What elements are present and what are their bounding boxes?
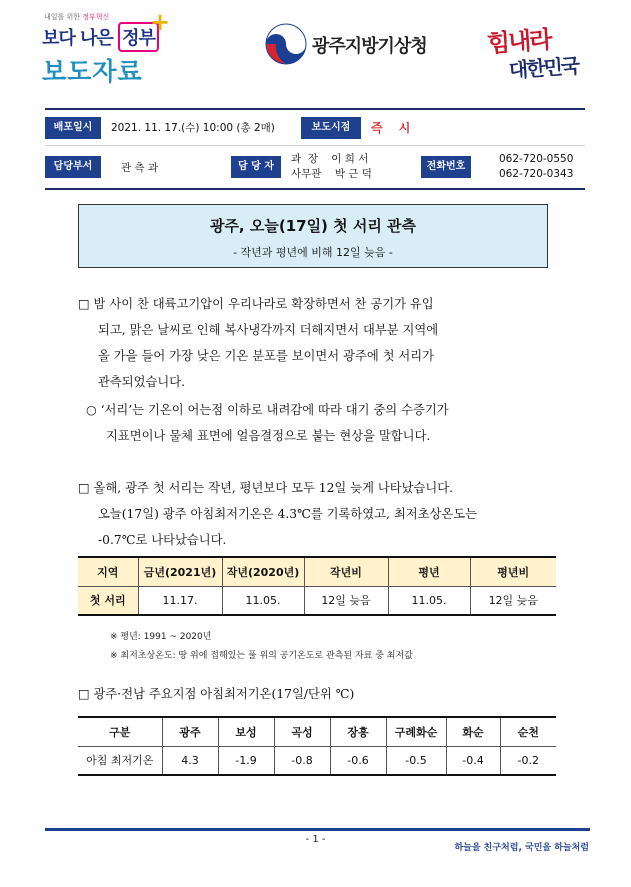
contact-person-1: 과 장 이 희 서 [291,153,369,165]
department-value: 관 측 과 [121,161,159,174]
section-heading: □ 광주·전남 주요지점 아침최저기온(17일/단위 ℃) [78,687,355,701]
table-cell: -1.9 [218,746,274,775]
table-cell: -0.4 [446,746,500,775]
info-row-contact [45,146,585,188]
contact-label: 담 당 자 [231,156,281,178]
table-cell: 12일 늦음 [304,586,388,615]
logo-plus-icon: + [150,8,171,36]
table-cell: -0.8 [274,746,330,775]
table-cell: 아침 최저기온 [78,746,162,775]
table-header-cell: 금년(2021년) [138,557,222,586]
table-header-cell: 작년(2020년) [222,557,304,586]
table-header-row [78,557,556,586]
headline-title: 광주, 오늘(17일) 첫 서리 관측 [209,217,417,235]
paragraph-line: 관측되었습니다. [98,375,186,389]
first-frost-table [78,556,556,616]
contact-persons [281,152,421,182]
release-info-table [45,108,585,190]
min-temperature-table [78,716,556,776]
table-header-cell: 화순 [446,717,500,746]
table-header-cell: 작년비 [304,557,388,586]
table-cell: 11.17. [138,586,222,615]
paragraph-frost-cause [78,291,568,395]
table-header-cell: 장흥 [330,717,386,746]
table-cell: -0.2 [500,746,556,775]
phone-number-2: 062-720-0343 [499,168,574,180]
paragraph-line: □ 밤 사이 찬 대륙고기압이 우리나라로 확장하면서 찬 공기가 유입 [78,297,434,311]
cheer-up-text: 힘내라 [485,24,552,58]
table-footnotes [110,628,413,666]
info-row-distribution [45,110,585,146]
paragraph-line: -0.7℃로 나타났습니다. [98,533,227,547]
headline-subtitle: - 작년과 평년에 비해 12일 늦음 - [233,246,393,259]
korea-text: 대한민국 [508,53,579,83]
table-header-row [78,717,556,746]
paragraph-frost-definition [86,397,568,449]
footer-slogan: 하늘을 친구처럼, 국민을 하늘처럼 [454,843,589,853]
contact-person-2: 사무관 박 근 덕 [291,168,372,180]
footer-divider [45,828,590,831]
taegeuk-emblem-icon [264,22,308,66]
phone-number-1: 062-720-0550 [499,153,574,165]
table-header-cell: 광주 [162,717,218,746]
table-cell: -0.6 [330,746,386,775]
logo-slogan: 보다 나은 정부 [42,22,159,52]
paragraph-min-temp-heading [78,681,568,707]
department-label: 담당부서 [45,156,101,178]
embargo-value: 즉 시 [371,121,417,135]
table-header-cell: 곡성 [274,717,330,746]
table-header-cell: 순천 [500,717,556,746]
agency-logo [264,22,454,70]
footnote: ※ 평년: 1991 ~ 2020년 [110,632,212,642]
government-innovation-logo [38,8,178,92]
logo-tagline: 내일을 위한 정부혁신 [44,13,110,21]
paragraph-line: 오늘(17일) 광주 아침최저기온은 4.3℃를 기록하였고, 최저초상온도는 [98,507,477,521]
cheer-up-korea-logo [486,16,601,95]
footnote: ※ 최저초상온도: 땅 위에 접해있는 풀 위의 공기온도로 관측된 자료 중 최저값 [110,651,413,661]
table-header-cell: 보성 [218,717,274,746]
table-row [78,746,556,775]
table-cell: 11.05. [388,586,470,615]
distribution-label: 배포일시 [45,117,101,139]
paragraph-line: 지표면이나 물체 표면에 얼음결정으로 붙는 현상을 말합니다. [106,429,431,443]
paragraph-line: 되고, 맑은 날씨로 인해 복사냉각까지 더해지면서 대부분 지역에 [98,323,439,337]
table-header-cell: 구례화순 [386,717,446,746]
table-header-cell: 지역 [78,557,138,586]
table-cell: 11.05. [222,586,304,615]
paragraph-line: ○ ‘서리’는 기온이 어는점 이하로 내려감에 따라 대기 중의 수증기가 [86,403,449,417]
agency-name: 광주지방기상청 [312,36,427,57]
paragraph-frost-observation [78,475,568,553]
page-number: - 1 - [305,834,326,845]
table-header-cell: 평년 [388,557,470,586]
phone-label: 전화번호 [421,156,471,178]
headline-box [78,204,548,268]
phone-numbers [471,152,573,182]
distribution-value: 2021. 11. 17.(수) 10:00 (총 2매) [111,122,275,134]
table-cell: 12일 늦음 [470,586,556,615]
table-row [78,586,556,615]
table-cell: -0.5 [386,746,446,775]
paragraph-line: 올 가을 들어 가장 낮은 기온 분포를 보이면서 광주에 첫 서리가 [98,349,435,363]
table-cell: 첫 서리 [78,586,138,615]
paragraph-line: □ 올해, 광주 첫 서리는 작년, 평년보다 모두 12일 늦게 나타났습니다. [78,481,454,495]
embargo-label: 보도시점 [301,117,361,139]
table-header-cell: 구분 [78,717,162,746]
press-release-label: 보도자료 [42,57,143,86]
table-header-cell: 평년비 [470,557,556,586]
table-cell: 4.3 [162,746,218,775]
